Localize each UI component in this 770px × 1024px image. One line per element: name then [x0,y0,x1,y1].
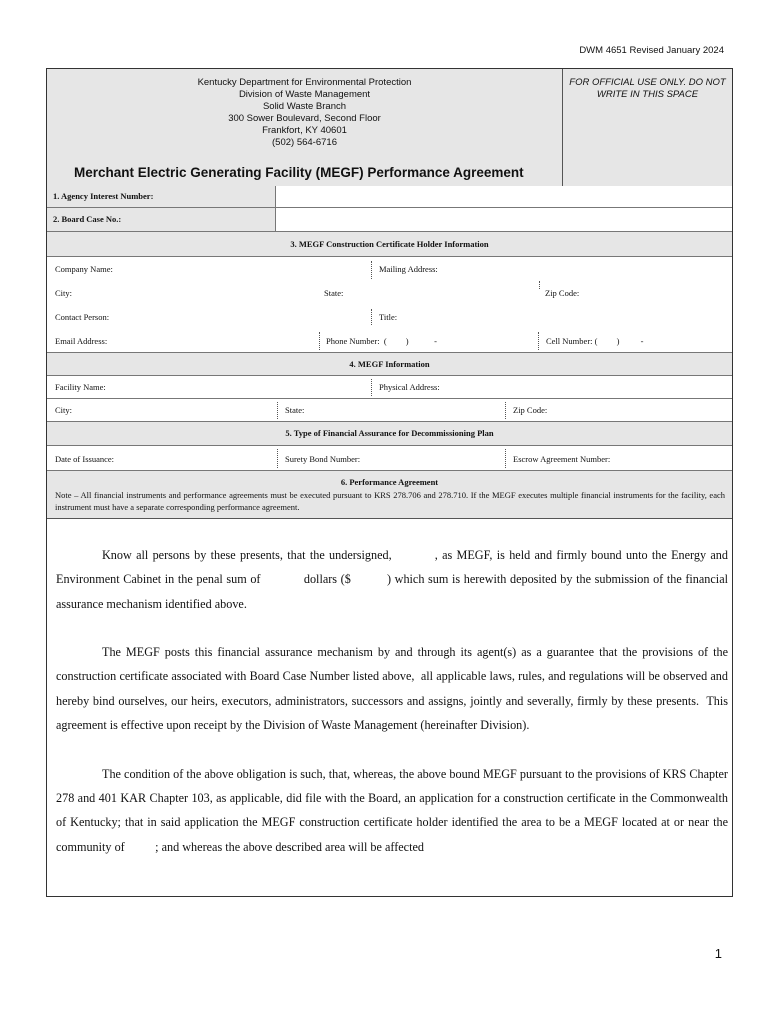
date-of-issuance-label: Date of Issuance: [55,454,115,464]
email-label: Email Address: [55,336,108,346]
zip-label: Zip Code: [545,288,580,298]
board-case-input[interactable] [276,208,732,231]
facility-state-label: State: [285,405,305,415]
agreement-paragraph: The condition of the above obligation is such, that, whereas, the above bound MEGF pursuant to the provisions of KRS Chapter 278 and 401 KAR Chapter 103, as applicable, did file with the Board, an application for a construction certificate in the Commonwealth of Kentucky; that in said application the MEGF construction certificate holder identified the area to be a MEGF located at or near the community of ; and whereas the above described area will be affected [56,766,732,854]
contact-person-label: Contact Person: [55,312,110,322]
agency-address-block [47,77,562,149]
facility-zip-label: Zip Code: [513,405,548,415]
agency-line: (502) 564-6716 [272,137,337,148]
physical-address-label: Physical Address: [379,382,440,392]
section5-title: 5. Type of Financial Assurance for Decommissioning Plan [285,428,494,438]
cell-label: Cell Number: ( ) - [546,336,644,346]
section6-note: Note – All financial instruments and performance agreements must be executed pursuant to KRS 278.706 and 278.710. If the MEGF executes multiple financial instruments for the facility, each instrument must have a separate corresponding performance agreement. [55,490,725,512]
board-case-row [47,208,732,232]
section5-header [47,422,732,446]
section6-header [47,471,732,519]
page-number: 1 [714,946,722,961]
escrow-agreement-label: Escrow Agreement Number: [513,454,611,464]
agency-line: Frankfort, KY 40601 [262,125,347,136]
facility-city-row [47,399,732,422]
agency-line: Division of Waste Management [238,89,371,100]
facility-name-label: Facility Name: [55,382,106,392]
agency-line: 300 Sower Boulevard, Second Floor [228,113,381,124]
agency-line: Solid Waste Branch [262,101,347,112]
official-use-box [562,69,732,186]
company-row [47,257,732,281]
section3-header [47,232,732,257]
agency-interest-label: 1. Agency Interest Number: [53,191,154,201]
surety-bond-label: Surety Bond Number: [285,454,361,464]
agreement-body [56,543,732,883]
state-label: State: [324,288,344,298]
email-row [47,329,732,353]
official-use-notice: FOR OFFICIAL USE ONLY. DO NOT WRITE IN THIS SPACE [569,77,726,100]
contact-row [47,305,732,329]
company-name-label: Company Name: [55,264,113,274]
facility-row [47,376,732,399]
agency-line: Kentucky Department for Environmental Protection [197,77,412,88]
agency-interest-row [47,186,732,208]
title-label: Title: [379,312,398,322]
form-header [47,69,732,187]
city-row [47,281,732,305]
section4-header [47,353,732,376]
financial-row [47,446,732,471]
section3-title: 3. MEGF Construction Certificate Holder Information [290,239,489,249]
phone-label: Phone Number: ( ) - [326,336,437,346]
form-title: Merchant Electric Generating Facility (MEGF) Performance Agreement [74,165,524,180]
agency-interest-input[interactable] [276,186,732,207]
board-case-label: 2. Board Case No.: [53,214,122,224]
section4-title: 4. MEGF Information [349,359,430,369]
facility-city-label: City: [55,405,73,415]
form-revision: DWM 4651 Revised January 2024 [579,45,724,56]
agreement-paragraph: Know all persons by these presents, that the undersigned, , as MEGF, is held and firmly bound unto the Energy and Environment Cabinet in the penal sum of dollars ($ ) which sum is herewith deposited by the submission of the financial assurance mechanism identified above. [56,548,732,611]
mailing-address-label: Mailing Address: [379,264,438,274]
section6-title: 6. Performance Agreement [340,477,439,487]
city-label: City: [55,288,73,298]
agreement-paragraph: The MEGF posts this financial assurance mechanism by and through its agent(s) as a guarantee that the provisions of the construction certificate associated with Board Case Number listed above, all applicable laws, rules, and regulations will be observed and hereby bind ourselves, our heirs, executors, administrators, successors and assigns, jointly and severally, firmly by these presents. This agreement is effective upon receipt by the Division of Waste Management (hereinafter Division). [56,645,732,733]
